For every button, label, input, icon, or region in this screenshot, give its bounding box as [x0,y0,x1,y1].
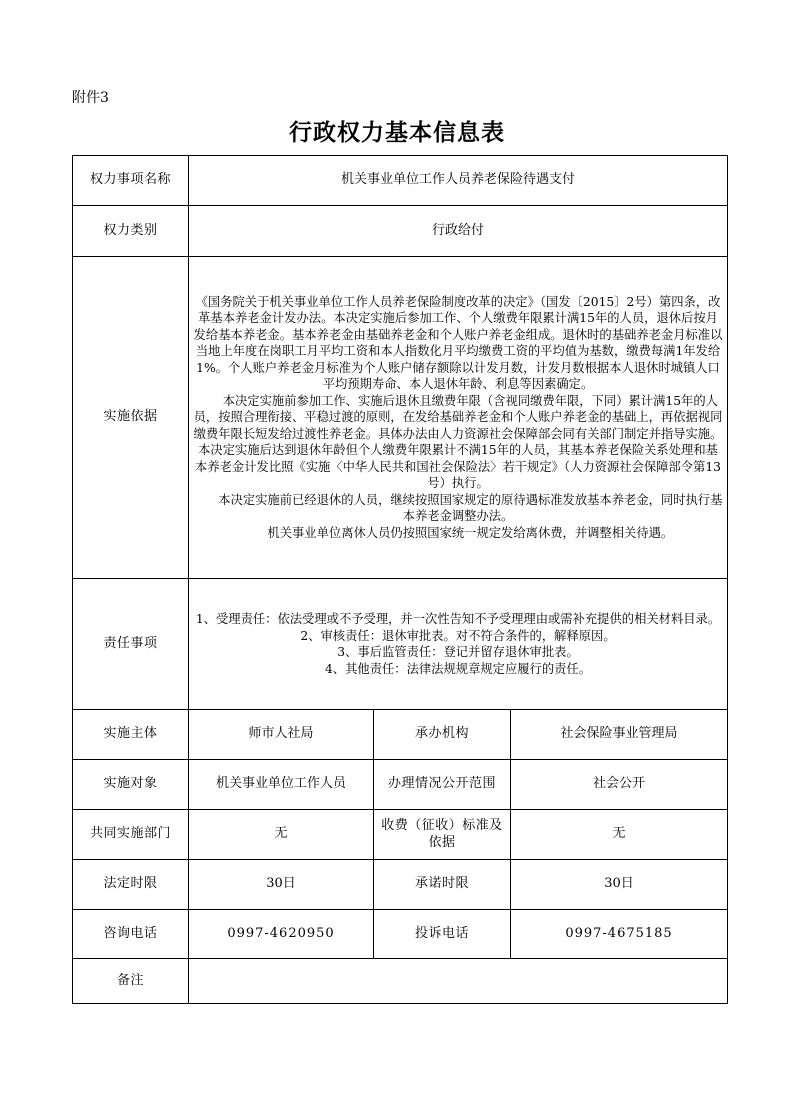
label-promised-limit: 承诺时限 [374,860,511,910]
table-row-joint [73,810,728,860]
table-row-phone [73,910,728,959]
value-category: 行政给付 [189,206,728,257]
table-row-responsibility [73,579,728,710]
attachment-number: 附件3 [72,90,109,106]
basis-paragraph: 本决定实施后达到退休年龄但个人缴费年限累计不满15年的人员，其基本养老保险关系处理和基本养老金计发比照《实施〈中华人民共和国社会保险法〉若干规定》（人力资源社会保障部令第13号）执行。 [195,443,721,491]
value-joint: 无 [189,810,374,860]
basis-paragraph: 本决定实施前已经退休的人员，继续按照国家规定的原待遇标准发放基本养老金，同时执行基本养老金调整办法。 [218,492,723,524]
table-row-remark [73,959,728,1004]
label-legal-limit: 法定时限 [73,860,189,910]
responsibility-item: 1、受理责任：依法受理或不予受理，并一次性告知不予受理理由或需补充提供的相关材料目录。 [195,612,721,626]
value-disclosure: 社会公开 [511,760,728,810]
value-complaint-phone: 0997-4675185 [511,910,728,959]
basis-paragraph: 机关事业单位离休人员仍按照国家统一规定发给离休费，并调整相关待遇。 [267,525,674,540]
label-target: 实施对象 [73,760,189,810]
label-name: 权力事项名称 [73,156,189,206]
table-row-basis [73,257,728,579]
basis-paragraph: 本决定实施前参加工作、实施后退休且缴费年限（含视同缴费年限，下同）累计满15年的人员，按照合理衔接、平稳过渡的原则，在发给基础养老金和个人账户养老金的基础上，再依据视同缴费年限长短发给过渡性养老金。具体办法由人力资源社会保障部会同有关部门制定并指导实施。 [193,393,723,441]
value-subject: 师市人社局 [189,710,374,760]
responsibility-item: 4、其他责任：法律法规规章规定应履行的责任。 [324,661,592,676]
label-consult-phone: 咨询电话 [73,910,189,959]
table-row-category [73,206,728,257]
label-basis: 实施依据 [73,257,189,579]
label-agency: 承办机构 [374,710,511,760]
table-row-subject [73,710,728,760]
table-row-limit [73,860,728,910]
info-table [72,155,728,1004]
label-subject: 实施主体 [73,710,189,760]
label-disclosure: 办理情况公开范围 [374,760,511,810]
value-target: 机关事业单位工作人员 [189,760,374,810]
value-fee: 无 [511,810,728,860]
value-name: 机关事业单位工作人员养老保险待遇支付 [189,156,728,206]
label-fee: 收费（征收）标准及依据 [374,810,511,860]
table-row-target [73,760,728,810]
label-category: 权力类别 [73,206,189,257]
page-title: 行政权力基本信息表 [289,119,505,146]
value-legal-limit: 30日 [189,860,374,910]
label-remark: 备注 [73,959,189,1004]
label-complaint-phone: 投诉电话 [374,910,511,959]
value-basis [189,257,728,579]
label-responsibility: 责任事项 [73,579,189,710]
value-responsibility [189,579,728,710]
responsibility-item: 2、审核责任：退休审批表。对不符合条件的，解释原因。 [300,628,616,643]
label-joint: 共同实施部门 [73,810,189,860]
value-consult-phone: 0997-4620950 [189,910,374,959]
value-agency: 社会保险事业管理局 [511,710,728,760]
value-promised-limit: 30日 [511,860,728,910]
value-remark [189,959,728,1004]
table-row-name [73,156,728,206]
basis-paragraph: 《国务院关于机关事业单位工作人员养老保险制度改革的决定》（国发〔2015〕2号）第四条，改革基本养老金计发办法。本决定实施后参加工作、个人缴费年限累计满15年的人员，退休后按月发给基本养老金。基本养老金由基础养老金和个人账户养老金组成。退休时的基础养老金月标准以当地上年度在岗职工月平均工资和本人指数化月平均缴费工资的平均值为基数，缴费每满1年发给1%。个人账户养老金月标准为个人账户储存额除以计发月数，计发月数根据本人退休时城镇人口平均预期寿命、本人退休年龄、利息等因素确定。 [193,294,723,392]
responsibility-item: 3、事后监管责任：登记并留存退休审批表。 [337,645,579,659]
